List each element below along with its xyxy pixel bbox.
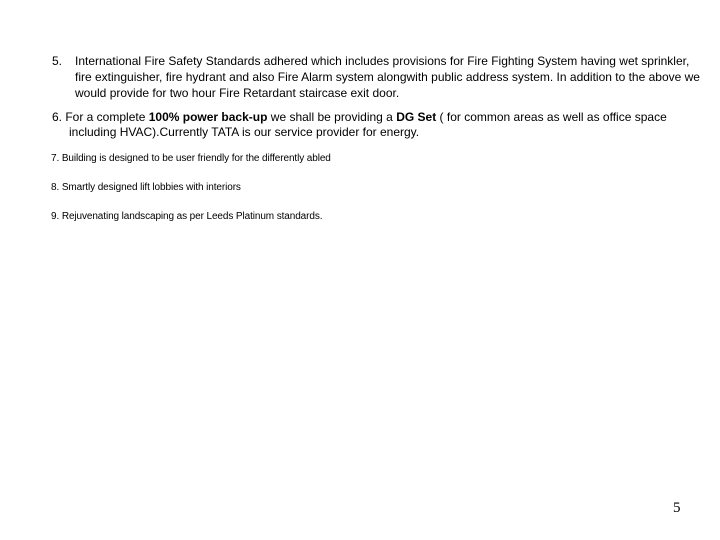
- list-item-7: 7. Building is designed to be user friendly for the differently abled: [51, 153, 331, 164]
- bold-power-backup: 100% power back-up: [148, 110, 268, 124]
- item-text-continuation: including HVAC).Currently TATA is our service provider for energy.: [69, 125, 420, 139]
- list-item-8: 8. Smartly designed lift lobbies with interiors: [51, 182, 241, 193]
- item-text-part: we shall be providing a: [267, 110, 397, 124]
- item-number: 5.: [52, 54, 63, 68]
- list-item-9: 9. Rejuvenating landscaping as per Leeds Platinum standards.: [51, 211, 323, 222]
- bold-dg-set: DG Set: [396, 110, 437, 124]
- item-text-part: 6. For a complete: [52, 110, 149, 124]
- item-text: International Fire Safety Standards adhered which includes provisions for Fire Fighting System having wet sprinkler, fire extinguisher, fire hydrant and also Fire Alarm system alongwith public address system. In addition to the above we would provide for two hour Fire Retardant staircase exit door.: [75, 54, 700, 100]
- list-item-6: [52, 110, 707, 140]
- item-text-part: ( for common areas as well as office space: [436, 110, 667, 124]
- list-item-5: [52, 53, 707, 101]
- page-number: 5: [673, 500, 681, 516]
